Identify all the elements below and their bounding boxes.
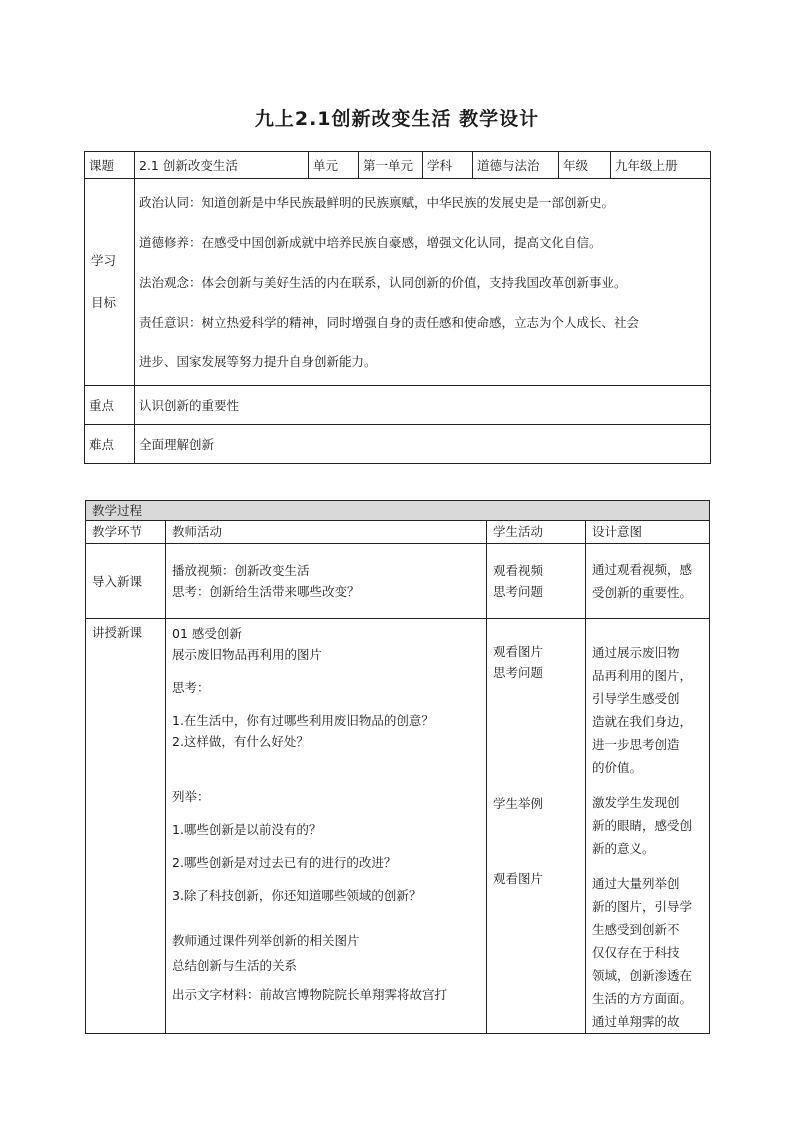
header-row: [85, 152, 711, 179]
teacher-line-11: 总结创新与生活的关系: [172, 958, 298, 973]
student-line-2: 思考问题: [493, 665, 544, 680]
teach-student: [487, 619, 586, 1034]
col-student: 学生活动: [487, 521, 586, 544]
teacher-line-2: 展示废旧物品再利用的图片: [172, 647, 323, 662]
topic-label: 课题: [85, 152, 135, 179]
grade-label: 年级: [559, 152, 611, 179]
intent-a-5: 进一步思考创造: [592, 737, 680, 752]
intent-c-3: 生感受到创新不: [592, 922, 680, 937]
teach-intent: [586, 619, 710, 1034]
teacher-line-1: 01 感受创新: [172, 626, 242, 641]
document-title: 九上2.1创新改变生活 教学设计: [254, 108, 540, 130]
intent-c-7: 通过单翔霁的故: [592, 1014, 680, 1029]
intro-intent: [586, 544, 710, 619]
course-info-table: [84, 151, 711, 464]
teacher-line-10: 教师通过课件列举创新的相关图片: [172, 933, 360, 948]
intro-student: [487, 544, 586, 619]
intent-block-b: [592, 791, 703, 860]
teacher-line-3: 思考：: [172, 680, 210, 695]
goals-row: [85, 179, 711, 386]
col-intent: 设计意图: [586, 521, 710, 544]
intent-b-3: 新的意义。: [592, 841, 655, 856]
teacher-line-6: 列举：: [172, 789, 210, 804]
intent-c-5: 领域，创新渗透在: [592, 968, 693, 983]
column-header-row: [86, 521, 710, 544]
intent-c-4: 仅仅存在于科技: [592, 945, 680, 960]
teach-row: [86, 619, 710, 1034]
intent-b-1: 激发学生发现创: [592, 795, 680, 810]
teach-teacher: [166, 619, 487, 1034]
intent-a-2: 品再利用的图片，: [592, 668, 693, 683]
teacher-line-4: 1.在生活中，你有过哪些利用废旧物品的创意？: [172, 713, 434, 728]
goal-political: 政治认同：知道创新是中华民族最鲜明的民族禀赋，中华民族的发展史是一部创新史。: [139, 195, 615, 210]
intro-teacher-line1: 播放视频：创新改变生活: [172, 563, 310, 578]
intent-a-1: 通过展示废旧物: [592, 645, 680, 660]
goals-label: [85, 179, 135, 386]
student-line-4: 观看图片: [493, 871, 544, 886]
intent-c-1: 通过大量列举创: [592, 876, 680, 891]
teacher-line-7: 1.哪些创新是以前没有的？: [172, 822, 322, 837]
intro-stage: 导入新课: [86, 544, 166, 619]
grade-value: 九年级上册: [611, 152, 711, 179]
goal-legal: 法治观念：体会创新与美好生活的内在联系，认同创新的价值，支持我国改革创新事业。: [139, 275, 627, 290]
goals-label-line1: 学习: [91, 253, 117, 268]
subject-value: 道德与法治: [473, 152, 559, 179]
key-point-row: [85, 386, 711, 425]
teaching-process-table: [85, 500, 710, 1034]
difficulty-label: 难点: [85, 425, 135, 464]
intent-b-2: 新的眼睛，感受创: [592, 818, 693, 833]
intro-intent-line2: 受创新的重要性。: [592, 585, 693, 600]
topic-value: 2.1 创新改变生活: [135, 152, 309, 179]
goal-responsibility-cont: 进步、国家发展等努力提升自身创新能力。: [139, 354, 377, 369]
goals-content: [135, 179, 711, 386]
difficulty-row: [85, 425, 711, 464]
intro-student-line1: 观看视频: [493, 563, 544, 578]
intro-intent-line1: 通过观看视频，感: [592, 562, 693, 577]
intent-block-c: [592, 872, 703, 1033]
student-line-1: 观看图片: [493, 644, 544, 659]
unit-label: 单元: [309, 152, 359, 179]
unit-value: 第一单元: [359, 152, 423, 179]
intent-c-2: 新的图片，引导学: [592, 899, 693, 914]
teacher-line-12: 出示文字材料：前故宫博物院院长单翔霁将故宫打: [172, 987, 448, 1002]
intro-teacher: [166, 544, 487, 619]
teach-stage: 讲授新课: [86, 619, 166, 1034]
intent-a-4: 造就在我们身边，: [592, 714, 693, 729]
subject-label: 学科: [423, 152, 473, 179]
goal-responsibility: 责任意识：树立热爱科学的精神，同时增强自身的责任感和使命感，立志为个人成长、社会: [139, 315, 640, 330]
intent-a-6: 的价值。: [592, 760, 643, 775]
teacher-line-9: 3.除了科技创新，你还知道哪些领域的创新？: [172, 888, 422, 903]
process-header: 教学过程: [86, 501, 710, 521]
intent-block-a: [592, 641, 703, 779]
key-point-label: 重点: [85, 386, 135, 425]
key-point-value: 认识创新的重要性: [135, 386, 711, 425]
intent-c-6: 生活的方方面面。: [592, 991, 693, 1006]
intro-row: [86, 544, 710, 619]
student-line-3: 学生举例: [493, 796, 544, 811]
goal-moral: 道德修养：在感受中国创新成就中培养民族自豪感，增强文化认同，提高文化自信。: [139, 235, 602, 250]
process-header-row: [86, 501, 710, 521]
difficulty-value: 全面理解创新: [135, 425, 711, 464]
col-stage: 教学环节: [86, 521, 166, 544]
goals-label-line2: 目标: [91, 295, 117, 310]
intro-teacher-line2: 思考：创新给生活带来哪些改变？: [172, 584, 360, 599]
intro-student-line2: 思考问题: [493, 584, 544, 599]
intent-a-3: 引导学生感受创: [592, 691, 680, 706]
teacher-line-8: 2.哪些创新是对过去已有的进行的改进？: [172, 855, 397, 870]
col-teacher: 教师活动: [166, 521, 487, 544]
teacher-line-5: 2.这样做，有什么好处？: [172, 734, 309, 749]
